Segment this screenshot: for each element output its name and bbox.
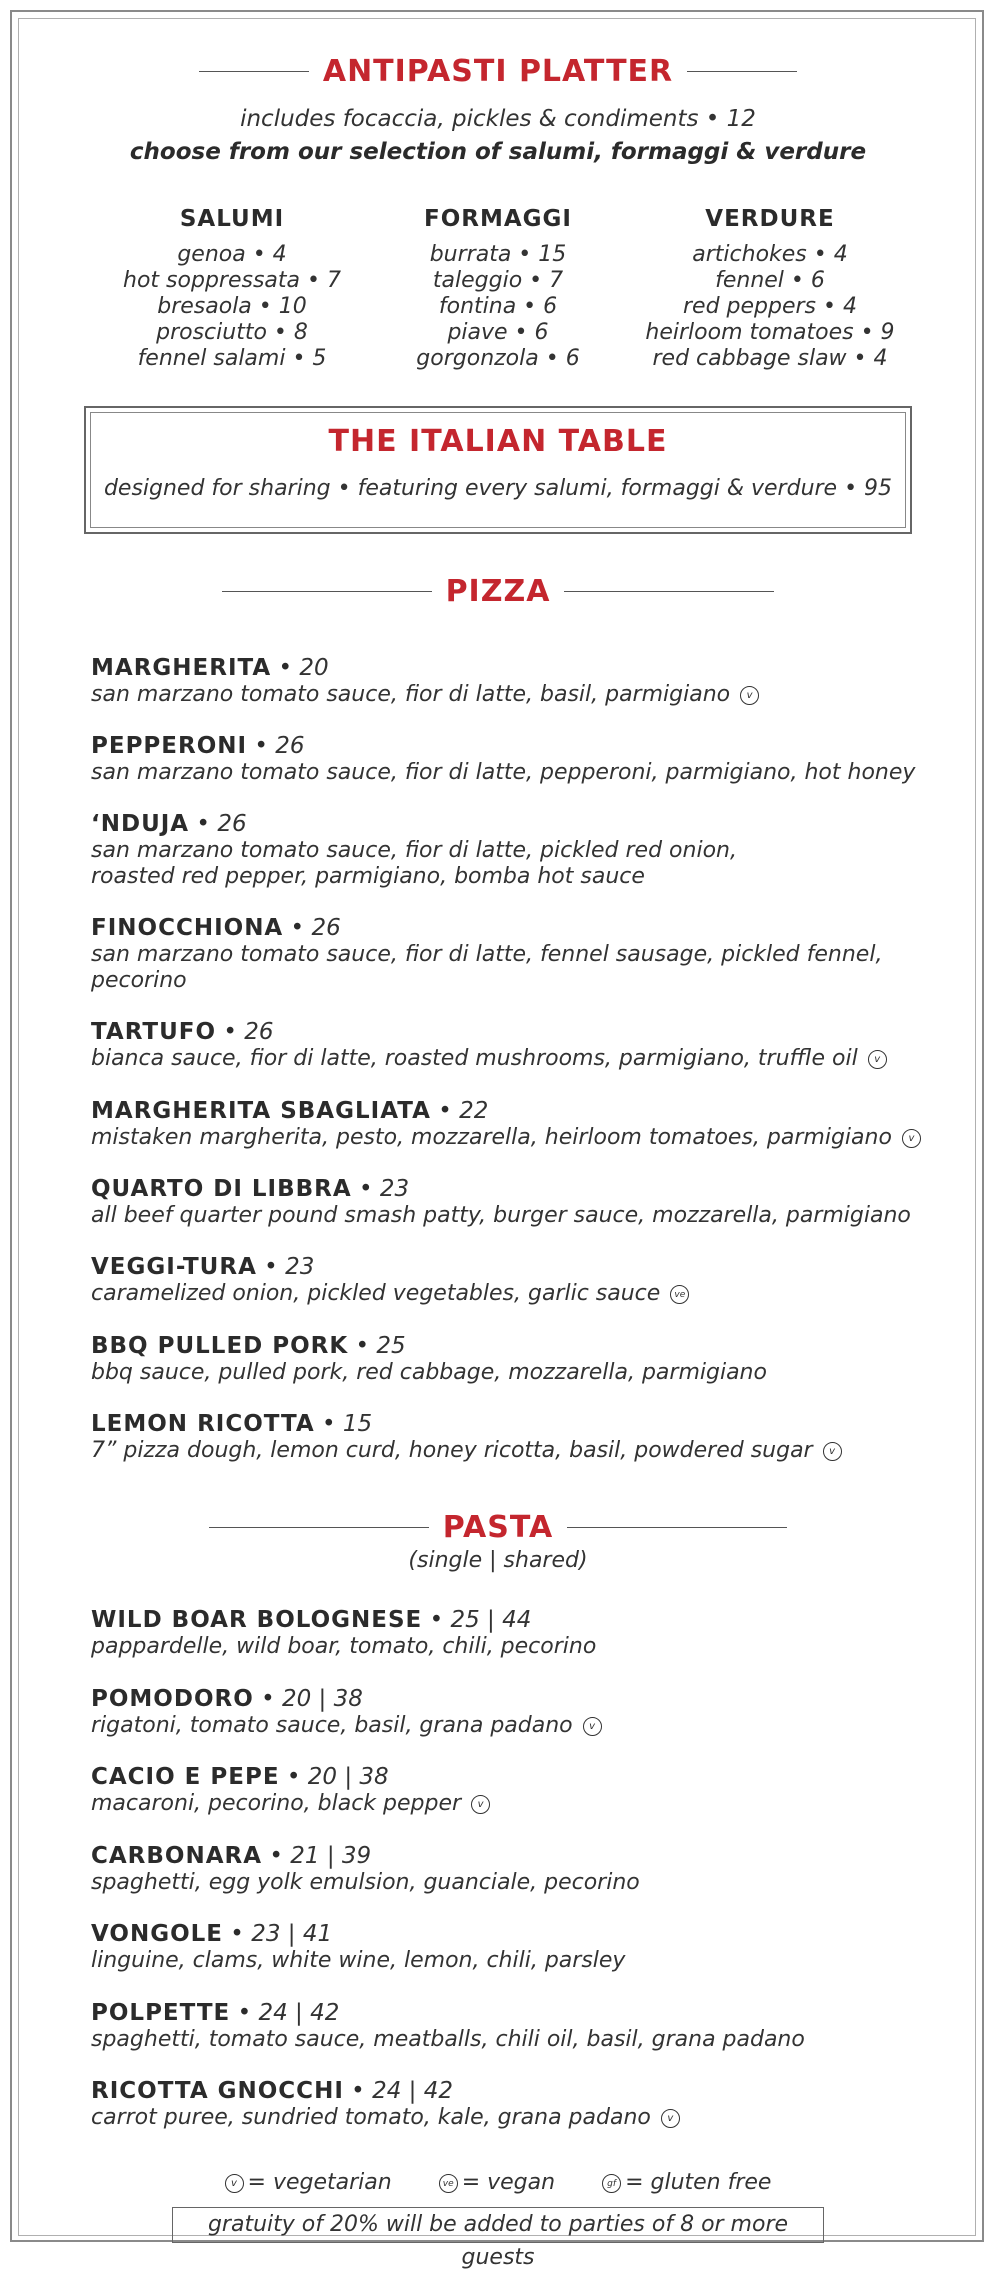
item-price: 26 <box>311 915 341 941</box>
item-description: spaghetti, egg yolk emulsion, guanciale, pecorino <box>91 1870 640 1895</box>
divider-rule <box>199 71 309 72</box>
list-item: fontina • 6 <box>438 294 558 319</box>
legend-vegetarian-label: = vegetarian <box>247 2170 392 2195</box>
item-price: 24 | 42 <box>372 2078 453 2104</box>
list-item: bresaola • 10 <box>157 294 307 319</box>
pizza-header <box>0 574 996 609</box>
item-name: FINOCCHIONA <box>91 915 284 941</box>
item-description: macaroni, pecorino, black pepper <box>91 1791 462 1816</box>
menu-item: POLPETTE • 24 | 42 spaghetti, tomato sauce, meatballs, chili oil, basil, grana padano <box>91 2000 805 2052</box>
item-description: san marzano tomato sauce, fior di latte, basil, parmigiano <box>91 682 731 707</box>
item-description-line2: pecorino <box>91 968 187 993</box>
list-item: heirloom tomatoes • 9 <box>645 320 895 345</box>
menu-item: CACIO E PEPE • 20 | 38 macaroni, pecorino, black pepper v <box>91 1763 951 1817</box>
list-item: gorgonzola • 6 <box>416 346 580 371</box>
item-description: mistaken margherita, pesto, mozzarella, heirloom tomatoes, parmigiano <box>91 1125 892 1150</box>
pizza-title: PIZZA <box>445 574 551 609</box>
menu-item: MARGHERITA SBAGLIATA • 22 mistaken margherita, pesto, mozzarella, heirloom tomatoes, parmigiano v <box>91 1097 951 1151</box>
item-description: linguine, clams, white wine, lemon, chili, parsley <box>91 1948 626 1973</box>
vegetarian-icon: v <box>868 1050 887 1069</box>
item-description: all beef quarter pound smash patty, burger sauce, mozzarella, parmigiano <box>91 1203 911 1228</box>
item-description: 7” pizza dough, lemon curd, honey ricotta, basil, powdered sugar <box>91 1438 813 1463</box>
pasta-header <box>0 1510 996 1545</box>
item-description: rigatoni, tomato sauce, basil, grana padano <box>91 1713 573 1738</box>
menu-item: WILD BOAR BOLOGNESE • 25 | 44 pappardelle, wild boar, tomato, chili, pecorino <box>91 1607 597 1659</box>
item-name: MARGHERITA <box>91 655 272 681</box>
item-description: bianca sauce, fior di latte, roasted mushrooms, parmigiano, truffle oil <box>91 1046 858 1071</box>
legend-vegan-label: = vegan <box>461 2170 556 2195</box>
vegetarian-icon: v <box>902 1129 921 1148</box>
item-description: spaghetti, tomato sauce, meatballs, chili oil, basil, grana padano <box>91 2027 805 2052</box>
divider-rule <box>567 1527 787 1528</box>
item-price: 20 | 38 <box>281 1686 363 1712</box>
italian-table-description: designed for sharing • featuring every salumi, formaggi & verdure • 95 <box>103 476 893 501</box>
list-item: red peppers • 4 <box>683 294 857 319</box>
item-price: 26 <box>217 811 247 837</box>
item-description: caramelized onion, pickled vegetables, garlic sauce <box>91 1281 661 1306</box>
item-name: POMODORO <box>91 1686 254 1712</box>
list-item: fennel salami • 5 <box>137 346 327 371</box>
divider-rule <box>687 71 797 72</box>
column-heading: SALUMI <box>179 206 285 232</box>
antipasti-header <box>0 54 996 89</box>
item-description: pappardelle, wild boar, tomato, chili, pecorino <box>91 1634 597 1659</box>
item-name: MARGHERITA SBAGLIATA <box>91 1098 431 1124</box>
item-name: CACIO E PEPE <box>91 1764 280 1790</box>
menu-item: BBQ PULLED PORK • 25 bbq sauce, pulled pork, red cabbage, mozzarella, parmigiano <box>91 1333 767 1385</box>
pasta-subtitle: (single | shared) <box>408 1548 588 1573</box>
legend-vegan <box>439 2170 555 2195</box>
item-name: WILD BOAR BOLOGNESE <box>91 1607 423 1633</box>
vegan-icon: ve <box>670 1285 689 1304</box>
item-name: POLPETTE <box>91 2000 231 2026</box>
item-price: 26 <box>275 733 305 759</box>
list-item: taleggio • 7 <box>432 268 564 293</box>
item-description: bbq sauce, pulled pork, red cabbage, mozzarella, parmigiano <box>91 1360 767 1385</box>
item-price: 23 <box>379 1176 410 1202</box>
item-description: carrot puree, sundried tomato, kale, grana padano <box>91 2105 651 2130</box>
item-price: 21 | 39 <box>290 1843 372 1869</box>
italian-table-title: THE ITALIAN TABLE <box>328 424 668 459</box>
menu-item: CARBONARA • 21 | 39 spaghetti, egg yolk emulsion, guanciale, pecorino <box>91 1843 640 1895</box>
legend-vegetarian <box>225 2170 392 2195</box>
gluten-free-icon: gf <box>602 2174 621 2193</box>
item-name: TARTUFO <box>91 1019 217 1045</box>
item-price: 20 <box>299 655 329 681</box>
item-price: 20 | 38 <box>307 1764 389 1790</box>
menu-item: FINOCCHIONA • 26 san marzano tomato sauce, fior di latte, fennel sausage, pickled fennel, pecorino <box>91 914 951 994</box>
salumi-column <box>102 206 362 372</box>
item-description: san marzano tomato sauce, fior di latte, fennel sausage, pickled fennel, <box>91 942 883 967</box>
menu-item: MARGHERITA • 20 san marzano tomato sauce, fior di latte, basil, parmigiano v <box>91 654 951 708</box>
menu-item: TARTUFO • 26 bianca sauce, fior di latte, roasted mushrooms, parmigiano, truffle oil v <box>91 1018 951 1072</box>
item-name: RICOTTA GNOCCHI <box>91 2078 344 2104</box>
item-name: PEPPERONI <box>91 733 248 759</box>
item-price: 26 <box>244 1019 274 1045</box>
verdure-column <box>640 206 900 372</box>
menu-item: RICOTTA GNOCCHI • 24 | 42 carrot puree, sundried tomato, kale, grana padano v <box>91 2077 951 2131</box>
vegetarian-icon: v <box>661 2109 680 2128</box>
divider-rule <box>222 591 432 592</box>
formaggi-column <box>368 206 628 372</box>
antipasti-tagline: choose from our selection of salumi, formaggi & verdure <box>129 139 867 165</box>
column-heading: VERDURE <box>705 206 835 232</box>
column-heading: FORMAGGI <box>424 206 572 232</box>
list-item: prosciutto • 8 <box>156 320 308 345</box>
item-price: 15 <box>342 1411 373 1437</box>
item-price: 22 <box>459 1098 489 1124</box>
menu-item: ‘NDUJA • 26 san marzano tomato sauce, fior di latte, pickled red onion, roasted red pepper, parmigiano, bomba hot sauce <box>91 810 951 890</box>
menu-item: PEPPERONI • 26 san marzano tomato sauce, fior di latte, pepperoni, parmigiano, hot honey <box>91 733 916 785</box>
item-price: 24 | 42 <box>258 2000 340 2026</box>
list-item: hot soppressata • 7 <box>123 268 341 293</box>
menu-item: LEMON RICOTTA • 15 7” pizza dough, lemon curd, honey ricotta, basil, powdered sugar v <box>91 1410 951 1464</box>
vegetarian-icon: v <box>823 1442 842 1461</box>
item-description: san marzano tomato sauce, fior di latte, pepperoni, parmigiano, hot honey <box>91 760 916 785</box>
vegan-icon: ve <box>439 2174 458 2193</box>
item-price: 25 | 44 <box>450 1607 532 1633</box>
menu-item: VEGGI-TURA • 23 caramelized onion, pickled vegetables, garlic sauce ve <box>91 1253 951 1307</box>
pasta-title: PASTA <box>442 1510 554 1545</box>
dietary-legend <box>0 2170 996 2195</box>
divider-rule <box>564 591 774 592</box>
item-description-line2: roasted red pepper, parmigiano, bomba hot sauce <box>91 864 645 889</box>
list-item: fennel • 6 <box>715 268 825 293</box>
vegetarian-icon: v <box>471 1795 490 1814</box>
vegetarian-icon: v <box>225 2174 244 2193</box>
item-price: 23 <box>285 1254 315 1280</box>
list-item: artichokes • 4 <box>692 242 848 267</box>
legend-gluten-free-label: = gluten free <box>625 2170 772 2195</box>
item-name: CARBONARA <box>91 1843 263 1869</box>
item-price: 23 | 41 <box>251 1921 333 1947</box>
gratuity-notice: gratuity of 20% will be added to parties of 8 or more guests <box>172 2207 824 2243</box>
item-name: VEGGI-TURA <box>91 1254 257 1280</box>
menu-item: QUARTO DI LIBBRA • 23 all beef quarter pound smash patty, burger sauce, mozzarella, parmigiano <box>91 1176 911 1228</box>
divider-rule <box>209 1527 429 1528</box>
vegetarian-icon: v <box>583 1717 602 1736</box>
item-name: LEMON RICOTTA <box>91 1411 315 1437</box>
list-item: red cabbage slaw • 4 <box>652 346 888 371</box>
list-item: burrata • 15 <box>429 242 567 267</box>
antipasti-subtitle: includes focaccia, pickles & condiments • 12 <box>240 106 756 132</box>
item-name: VONGOLE <box>91 1921 223 1947</box>
list-item: piave • 6 <box>447 320 549 345</box>
item-name: ‘NDUJA <box>91 811 190 837</box>
menu-item: VONGOLE • 23 | 41 linguine, clams, white wine, lemon, chili, parsley <box>91 1921 626 1973</box>
item-name: BBQ PULLED PORK <box>91 1333 349 1359</box>
legend-gluten-free <box>602 2170 771 2195</box>
item-price: 25 <box>376 1333 406 1359</box>
antipasti-title: ANTIPASTI PLATTER <box>322 54 674 89</box>
menu-item: POMODORO • 20 | 38 rigatoni, tomato sauce, basil, grana padano v <box>91 1685 951 1739</box>
item-description: san marzano tomato sauce, fior di latte, pickled red onion, <box>91 838 737 863</box>
vegetarian-icon: v <box>740 686 759 705</box>
list-item: genoa • 4 <box>177 242 287 267</box>
item-name: QUARTO DI LIBBRA <box>91 1176 352 1202</box>
